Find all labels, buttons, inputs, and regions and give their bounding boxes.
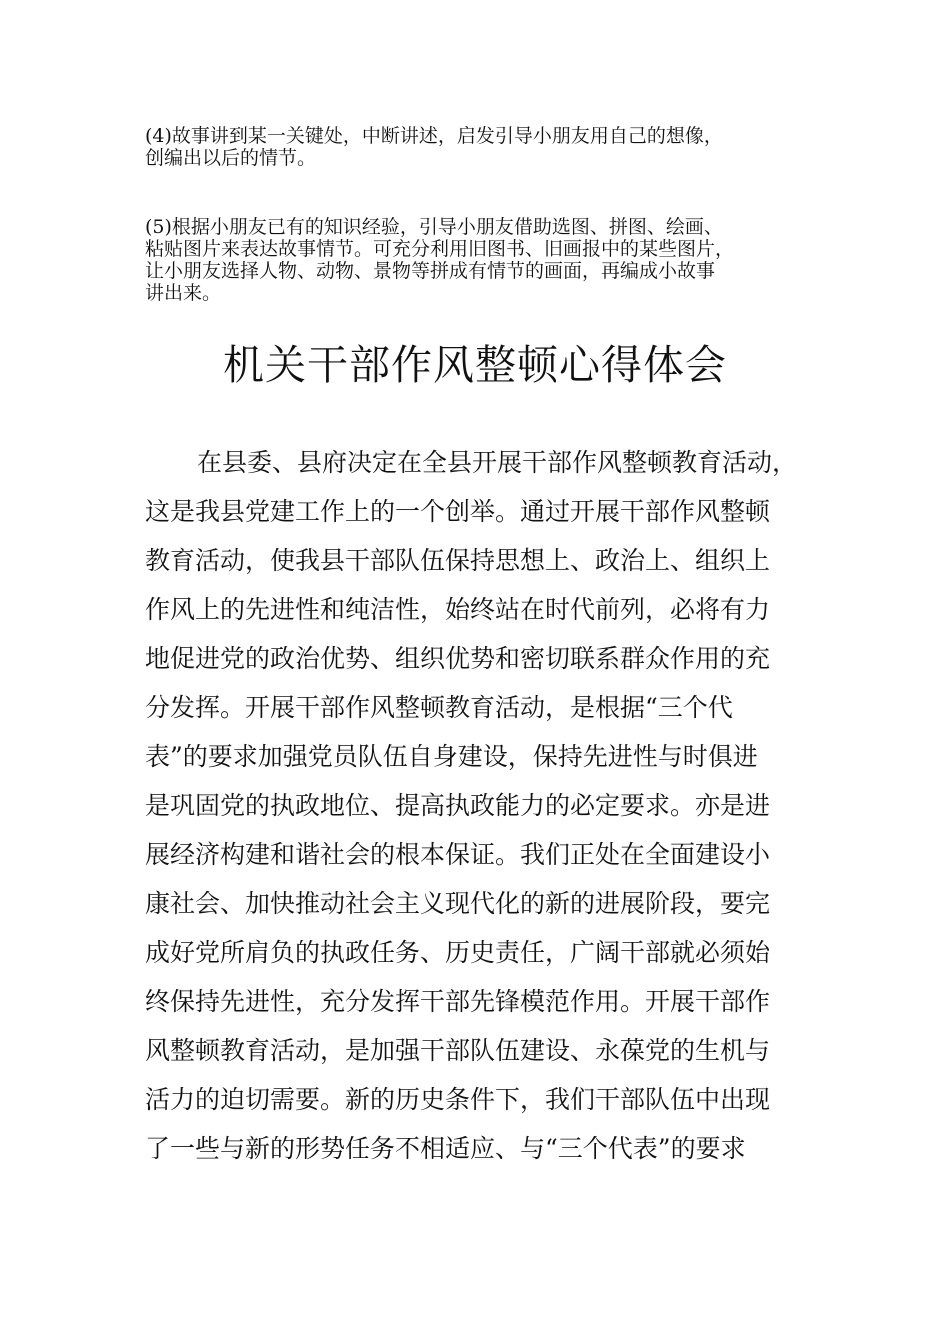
body-line: 作风上的先进性和纯洁性，始终站在时代前列，必将有力 <box>145 595 771 624</box>
body-line: 是巩固党的执政地位、提高执政能力的必定要求。亦是进 <box>145 791 771 820</box>
body-line: 这是我县党建工作上的一个创举。通过开展干部作风整顿 <box>145 497 771 526</box>
body-line: 分发挥。开展干部作风整顿教育活动，是根据“三个代 <box>145 693 733 722</box>
body-line: 成好党所肩负的执政任务、历史责任，广阔干部就必须始 <box>145 938 771 967</box>
body-line: 在县委、县府决定在全县开展干部作风整顿教育活动， <box>197 448 798 477</box>
paragraph-5-line: 粘贴图片来表达故事情节。可充分利用旧图书、旧画报中的某些图片， <box>145 238 735 260</box>
body-line: 地促进党的政治优势、组织优势和密切联系群众作用的充 <box>145 644 771 673</box>
body-line: 康社会、加快推动社会主义现代化的新的进展阶段，要完 <box>145 889 771 918</box>
body-line: 教育活动，使我县干部队伍保持思想上、政治上、组织上 <box>145 546 771 575</box>
body-line: 终保持先进性，充分发挥干部先锋模范作用。开展干部作 <box>145 987 771 1016</box>
body-paragraph <box>145 438 825 1173</box>
paragraph-5-line: (5)根据小朋友已有的知识经验，引导小朋友借助选图、拼图、绘画、 <box>145 216 723 238</box>
paragraph-5 <box>145 216 810 304</box>
body-line: 了一些与新的形势任务不相适应、与“三个代表”的要求 <box>145 1134 746 1163</box>
body-line: 表”的要求加强党员队伍自身建设，保持先进性与时俱进 <box>145 742 758 771</box>
paragraph-4-line: 创编出以后的情节。 <box>145 147 317 169</box>
paragraph-4 <box>145 125 810 169</box>
paragraph-5-line: 让小朋友选择人物、动物、景物等拼成有情节的画面，再编成小故事 <box>145 260 716 282</box>
body-line: 展经济构建和谐社会的根本保证。我们正处在全面建设小 <box>145 840 771 869</box>
body-line: 风整顿教育活动，是加强干部队伍建设、永葆党的生机与 <box>145 1036 771 1065</box>
body-line: 活力的迫切需要。新的历史条件下，我们干部队伍中出现 <box>145 1085 771 1114</box>
paragraph-5-line: 讲出来。 <box>145 282 222 304</box>
document-title: 机关干部作风整顿心得体会 <box>223 341 727 389</box>
paragraph-4-line: (4)故事讲到某一关键处，中断讲述，启发引导小朋友用自己的想像， <box>145 125 723 147</box>
